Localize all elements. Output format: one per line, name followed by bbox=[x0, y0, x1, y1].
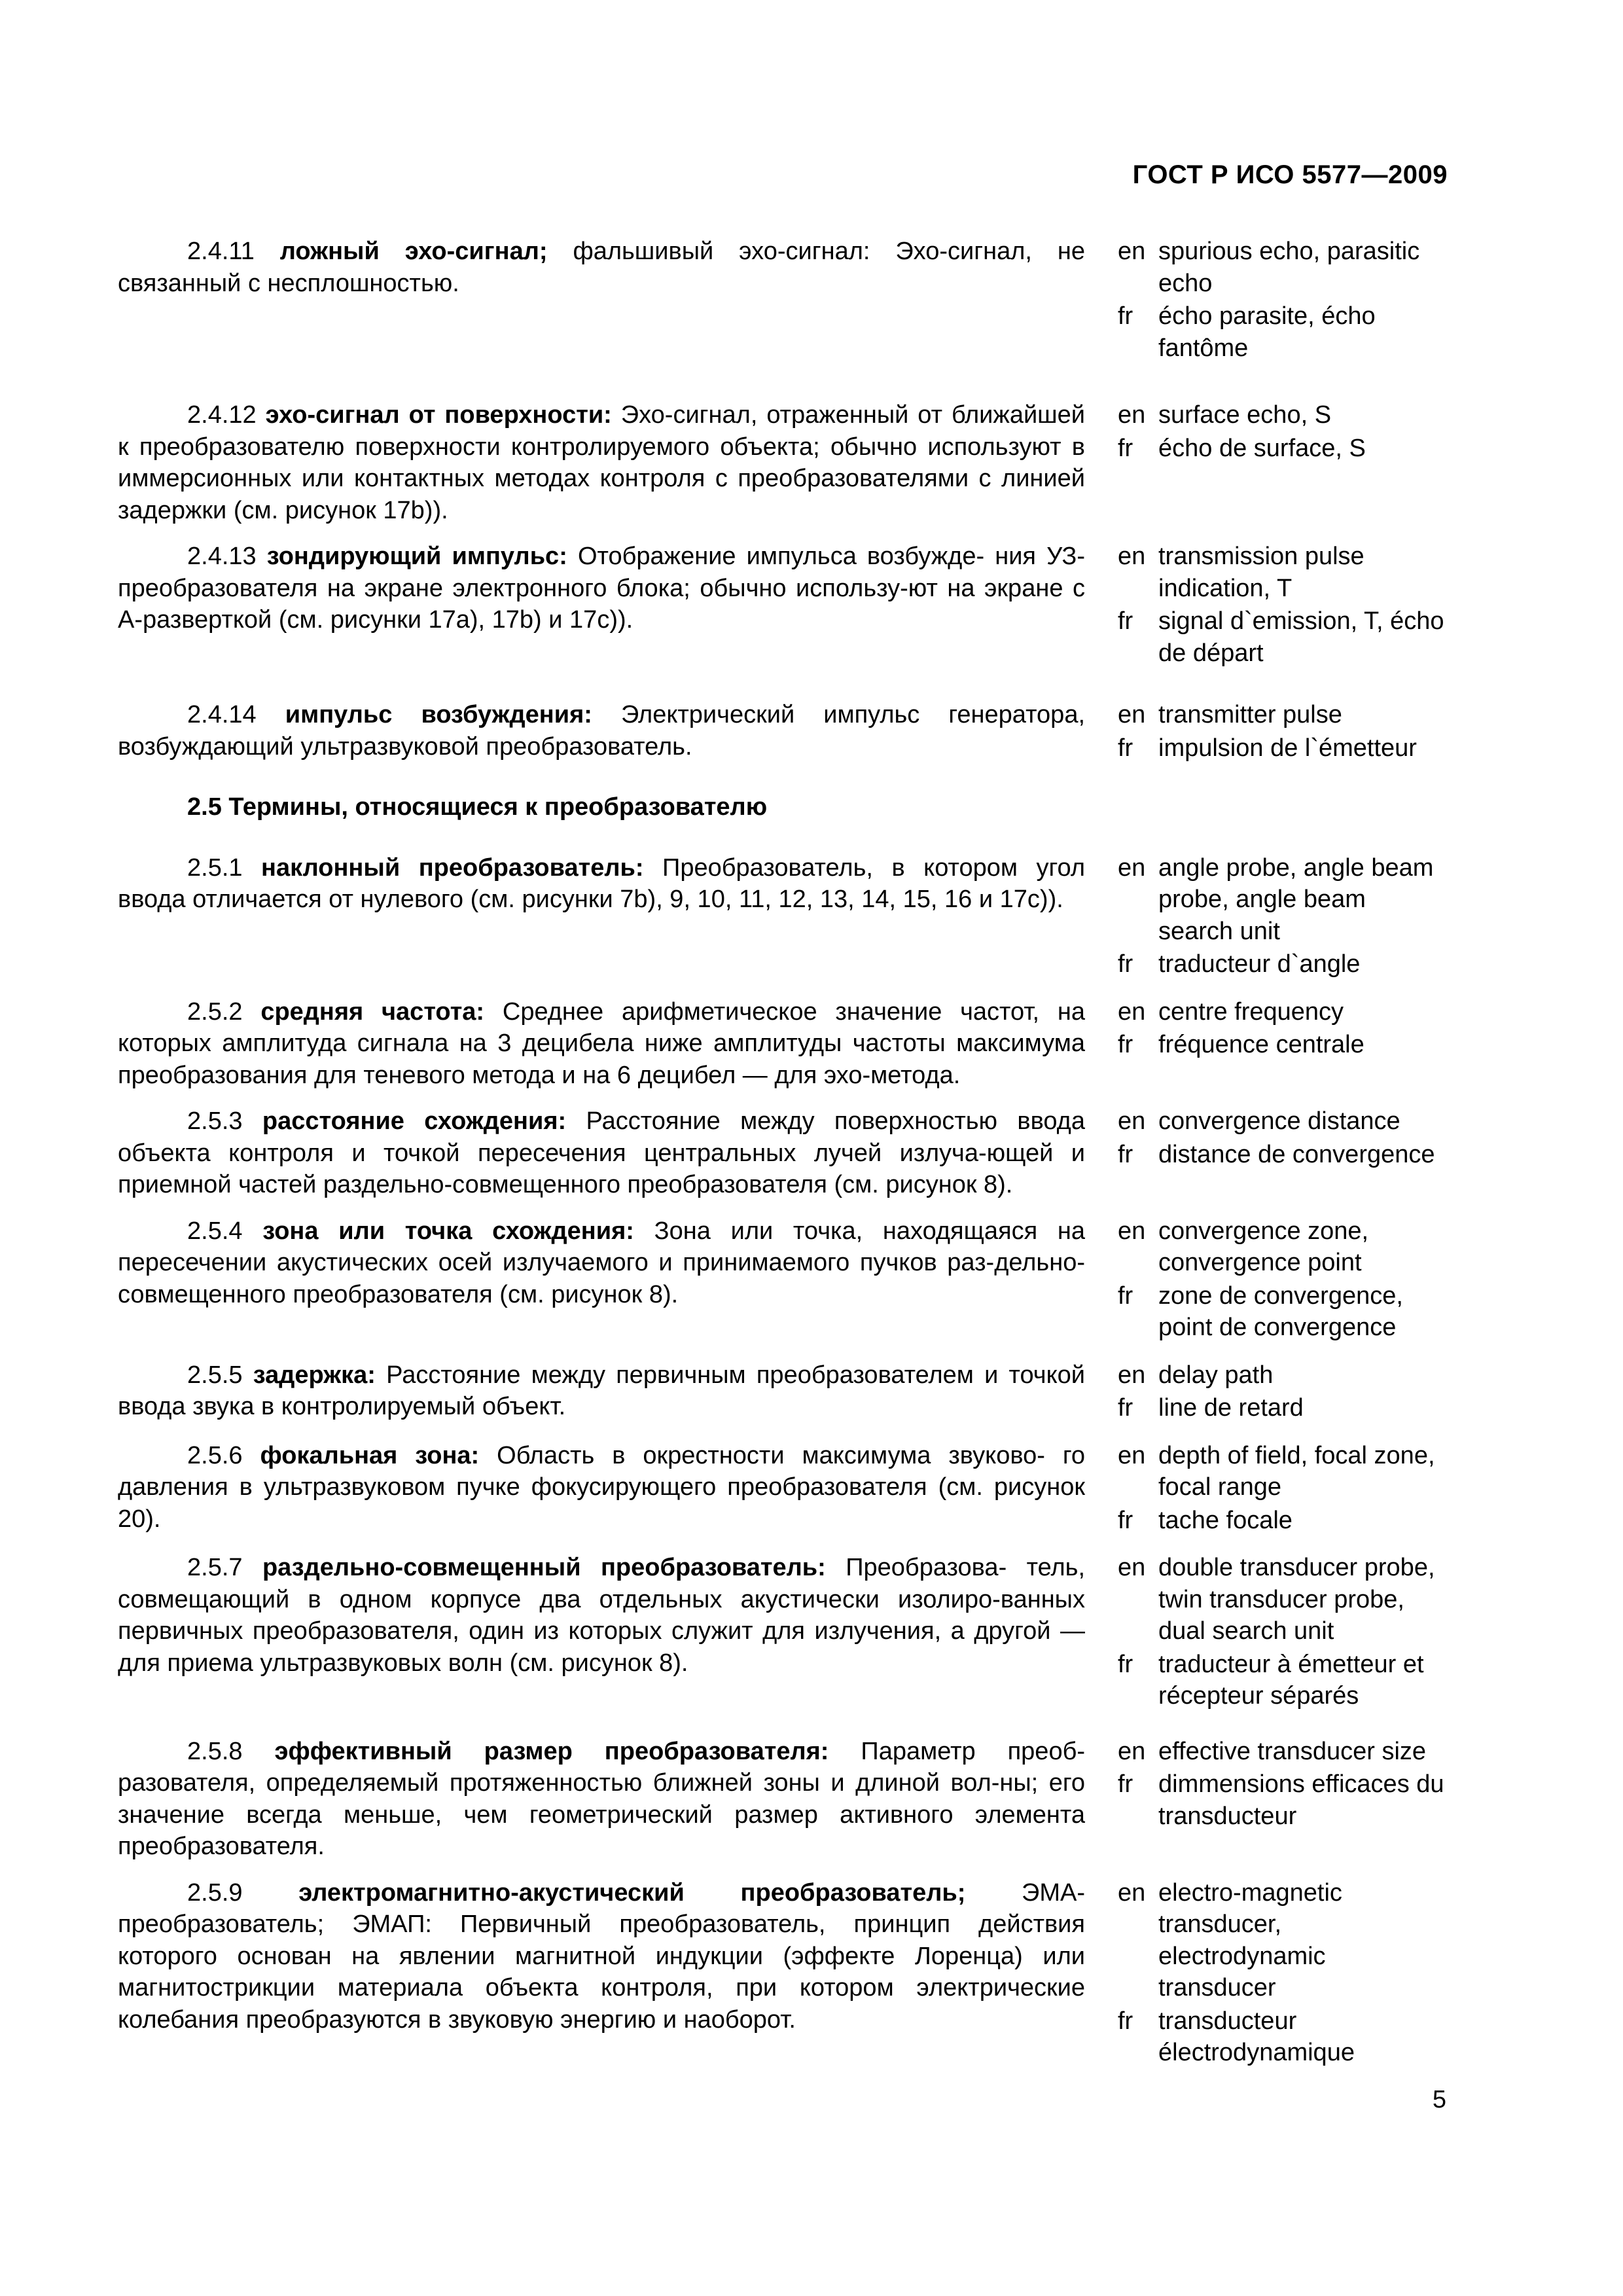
definition-text: Отображение импульса возбужде- bbox=[577, 543, 985, 570]
term-number: 2.5.1 bbox=[187, 853, 243, 882]
term-definition bbox=[118, 541, 1085, 670]
term-definition bbox=[118, 996, 1085, 1092]
term-name: ложный эхо-сигнал; bbox=[279, 238, 548, 265]
term-number: 2.4.11 bbox=[187, 238, 255, 265]
equivalents bbox=[1118, 541, 1446, 670]
term-definition bbox=[118, 699, 1085, 765]
lang-fr: fr bbox=[1118, 2007, 1133, 2035]
term-name: зондирующий импульс: bbox=[266, 543, 567, 570]
term-name: зона или точка схождения: bbox=[262, 1217, 634, 1245]
definition-text: преобразователь; ЭМАП: Первичный преобразователь, принцип действия которого основан на явлении магнитной индукции (эффекте Лоренца) или магнитострикции материала объекта контроля, при котором электрические колебания преобразуются в звуковую энергию и наоборот. bbox=[118, 1910, 1085, 2034]
equivalents bbox=[1118, 1440, 1446, 1538]
equivalents bbox=[1118, 1736, 1446, 1863]
lang-fr: fr bbox=[1118, 1031, 1133, 1058]
lang-en: en bbox=[1118, 1217, 1146, 1245]
lang-fr: fr bbox=[1118, 302, 1133, 330]
definition-text: связанный с несплошностью. bbox=[118, 269, 459, 297]
definition-text: Преобразователь, в котором bbox=[662, 853, 1018, 882]
english-equivalent: electro-magnetic transducer, electrodynamic transducer bbox=[1158, 1878, 1342, 2001]
term-name: эхо-сигнал от поверхности: bbox=[265, 401, 612, 429]
english-equivalent: centre frequency bbox=[1158, 997, 1344, 1026]
lang-en: en bbox=[1118, 1737, 1146, 1765]
definition-text: Эхо-сигнал, отраженный от bbox=[620, 401, 942, 429]
terms-list bbox=[118, 236, 1446, 2085]
definition-text: на которых амплитуда сигнала на 3 децибела ниже амплитуды частоты максимума преобразования для теневого метода и на 6 децибел — для эхо-метода. bbox=[118, 997, 1085, 1089]
term-number: 2.4.14 bbox=[187, 701, 257, 728]
section-heading: 2.5 Термины, относящиеся к преобразователю bbox=[187, 793, 768, 821]
term-definition bbox=[118, 1552, 1085, 1713]
lang-en: en bbox=[1118, 401, 1146, 429]
term-definition bbox=[118, 1877, 1085, 2070]
french-equivalent: impulsion de l`émetteur bbox=[1158, 734, 1417, 762]
term-name: расстояние схождения: bbox=[262, 1107, 567, 1135]
term-definition bbox=[118, 236, 1085, 365]
term-name: наклонный преобразователь: bbox=[261, 853, 644, 882]
term-definition bbox=[118, 1736, 1085, 1863]
term-name: электромагнитно-акустический преобразователь; bbox=[298, 1878, 966, 1907]
term-entry bbox=[118, 541, 1446, 670]
term-entry bbox=[118, 1552, 1446, 1713]
definition-text: ния УЗ-преобразователя на экране электронного блока; обычно использу-ют на экране с А-разверткой (см. рисунки 17a), 17b) и 17c)). bbox=[118, 543, 1086, 634]
term-number: 2.5.6 bbox=[187, 1441, 243, 1469]
french-equivalent: line de retard bbox=[1158, 1394, 1304, 1422]
term-number: 2.5.4 bbox=[187, 1217, 243, 1245]
lang-fr: fr bbox=[1118, 734, 1133, 762]
definition-text: точкой ввода звука в контролируемый объект. bbox=[118, 1361, 1086, 1420]
lang-fr: fr bbox=[1118, 1140, 1133, 1168]
definition-text: ввода объекта контроля и точкой пересечения центральных лучей излуча-ющей и приемной частей раздельно-совмещенного преобразователя (см. рисунок 8). bbox=[118, 1107, 1085, 1198]
french-equivalent: dimmensions efficaces du transducteur bbox=[1158, 1770, 1444, 1830]
equivalents bbox=[1118, 996, 1446, 1092]
term-number: 2.5.8 bbox=[187, 1737, 243, 1765]
definition-text: ЭМА- bbox=[1022, 1878, 1085, 1907]
definition-text: Область в окрестности максимума звуково- bbox=[497, 1441, 1045, 1469]
equivalents bbox=[1118, 1359, 1446, 1426]
english-equivalent: delay path bbox=[1158, 1361, 1274, 1389]
term-definition bbox=[118, 1440, 1085, 1538]
definition-text: Расстояние между первичным преобразователем и bbox=[386, 1361, 999, 1389]
definition-text: Электрический импульс генератора, bbox=[620, 701, 1086, 728]
french-equivalent: distance de convergence bbox=[1158, 1140, 1435, 1168]
lang-en: en bbox=[1118, 1441, 1146, 1469]
french-equivalent: écho parasite, écho fantôme bbox=[1158, 302, 1376, 362]
lang-en: en bbox=[1118, 1107, 1146, 1135]
lang-en: en bbox=[1118, 997, 1146, 1026]
term-entry bbox=[118, 236, 1446, 365]
term-number: 2.4.12 bbox=[187, 401, 257, 429]
term-definition bbox=[118, 399, 1085, 526]
definition-text: Параметр преоб- bbox=[861, 1737, 1085, 1765]
english-equivalent: spurious echo, parasitic echo bbox=[1158, 238, 1420, 297]
term-name: задержка: bbox=[253, 1361, 376, 1389]
definition-text: Расстояние между поверхностью bbox=[586, 1107, 998, 1135]
term-definition bbox=[118, 1359, 1085, 1426]
term-number: 2.5.2 bbox=[187, 997, 243, 1026]
lang-fr: fr bbox=[1118, 1650, 1133, 1678]
french-equivalent: fréquence centrale bbox=[1158, 1031, 1364, 1058]
definition-text: Преобразова- bbox=[846, 1554, 1007, 1581]
term-entry bbox=[118, 1359, 1446, 1426]
equivalents bbox=[1118, 1215, 1446, 1345]
equivalents bbox=[1118, 1552, 1446, 1713]
term-entry bbox=[118, 1877, 1446, 2070]
term-number: 2.5.7 bbox=[187, 1554, 243, 1581]
equivalents bbox=[1118, 236, 1446, 365]
term-name: эффективный размер преобразователя: bbox=[274, 1737, 829, 1765]
lang-fr: fr bbox=[1118, 434, 1133, 462]
term-entry bbox=[118, 1105, 1446, 1201]
term-definition bbox=[118, 1105, 1085, 1201]
equivalents bbox=[1118, 1105, 1446, 1201]
term-number: 2.5.5 bbox=[187, 1361, 243, 1389]
lang-en: en bbox=[1118, 701, 1146, 728]
term-entry bbox=[118, 1215, 1446, 1345]
definition-text: го давления в ультразвуковом пучке фокусирующего преобразователя (см. рисунок 20). bbox=[118, 1441, 1085, 1533]
french-equivalent: zone de convergence, point de convergence bbox=[1158, 1282, 1403, 1341]
term-name: фокальная зона: bbox=[260, 1441, 480, 1469]
equivalents bbox=[1118, 399, 1446, 526]
french-equivalent: transducteur électrodynamique bbox=[1158, 2007, 1355, 2066]
french-equivalent: tache focale bbox=[1158, 1506, 1293, 1534]
english-equivalent: double transducer probe, twin transducer probe, dual search unit bbox=[1158, 1554, 1435, 1645]
english-equivalent: depth of field, focal zone, focal range bbox=[1158, 1441, 1435, 1501]
term-name: раздельно-совмещенный преобразователь: bbox=[262, 1554, 826, 1581]
definition-text: разователя, определяемый протяженностью ближней зоны и длиной вол-ны; его значение всегда меньше, чем геометрический размер активного элемента преобразователя. bbox=[118, 1769, 1085, 1860]
equivalents bbox=[1118, 699, 1446, 765]
term-entry bbox=[118, 996, 1446, 1092]
term-name: средняя частота: bbox=[260, 997, 485, 1026]
definition-text: возбуждающий ультразвуковой преобразователь. bbox=[118, 732, 692, 761]
english-equivalent: convergence distance bbox=[1158, 1107, 1400, 1135]
french-equivalent: traducteur à émetteur et récepteur séparés bbox=[1158, 1650, 1424, 1710]
english-equivalent: effective transducer size bbox=[1158, 1737, 1427, 1765]
term-entry bbox=[118, 699, 1446, 765]
term-definition bbox=[118, 852, 1085, 982]
term-entry bbox=[118, 1736, 1446, 1863]
english-equivalent: surface echo, S bbox=[1158, 401, 1332, 429]
document-code: ГОСТ Р ИСО 5577—2009 bbox=[1132, 160, 1448, 189]
page-number: 5 bbox=[1432, 2086, 1446, 2113]
lang-en: en bbox=[1118, 1554, 1146, 1581]
definition-text: фальшивый эхо-сигнал: Эхо-сигнал, не bbox=[573, 238, 1086, 265]
english-equivalent: angle probe, angle beam probe, angle beam search unit bbox=[1158, 853, 1434, 945]
term-number: 2.5.9 bbox=[187, 1878, 243, 1907]
term-entry bbox=[118, 1440, 1446, 1538]
lang-en: en bbox=[1118, 543, 1146, 570]
english-equivalent: convergence zone, convergence point bbox=[1158, 1217, 1369, 1276]
lang-en: en bbox=[1118, 238, 1146, 265]
equivalents bbox=[1118, 1877, 1446, 2070]
definition-text: угол ввода отличается от нулевого (см. рисунки 7b), 9, 10, 11, 12, 13, 14, 15, 16 и 17c)). bbox=[118, 853, 1086, 913]
definition-text: ближайшей к преобразователю поверхности контролируемого объекта; обычно используют в иммерсионных или контактных методах контроля с преобразователями с линией задержки (см. рисунок 17b)). bbox=[118, 401, 1086, 524]
lang-en: en bbox=[1118, 853, 1146, 882]
french-equivalent: signal d`emission, T, écho de départ bbox=[1158, 607, 1444, 667]
lang-fr: fr bbox=[1118, 1282, 1133, 1310]
definition-text: пересечении акустических осей излучаемого и принимаемого пучков раз-дельно-совмещенного преобразователя (см. рисунок 8). bbox=[118, 1249, 1085, 1308]
term-name: импульс возбуждения: bbox=[285, 701, 592, 728]
term-number: 2.5.3 bbox=[187, 1107, 243, 1135]
lang-en: en bbox=[1118, 1878, 1146, 1907]
definition-text: тель, совмещающий в одном корпусе два отдельных акустически изолиро-ванных первичных преобразователя, один из которых служит для излучения, а другой — для приема ультразвуковых волн (см. рисунок 8). bbox=[118, 1554, 1086, 1677]
term-definition bbox=[118, 1215, 1085, 1345]
english-equivalent: transmission pulse indication, T bbox=[1158, 543, 1364, 602]
definition-text: Среднее арифметическое значение частот, bbox=[502, 997, 1040, 1026]
term-number: 2.4.13 bbox=[187, 543, 257, 570]
french-equivalent: écho de surface, S bbox=[1158, 434, 1366, 462]
lang-en: en bbox=[1118, 1361, 1146, 1389]
english-equivalent: transmitter pulse bbox=[1158, 701, 1342, 728]
definition-text: Зона или точка, находящаяся на bbox=[654, 1217, 1085, 1245]
french-equivalent: traducteur d`angle bbox=[1158, 950, 1361, 978]
lang-fr: fr bbox=[1118, 1506, 1133, 1534]
lang-fr: fr bbox=[1118, 607, 1133, 635]
lang-fr: fr bbox=[1118, 950, 1133, 978]
term-entry bbox=[118, 399, 1446, 526]
term-entry bbox=[118, 852, 1446, 982]
lang-fr: fr bbox=[1118, 1394, 1133, 1422]
lang-fr: fr bbox=[1118, 1770, 1133, 1798]
equivalents bbox=[1118, 852, 1446, 982]
